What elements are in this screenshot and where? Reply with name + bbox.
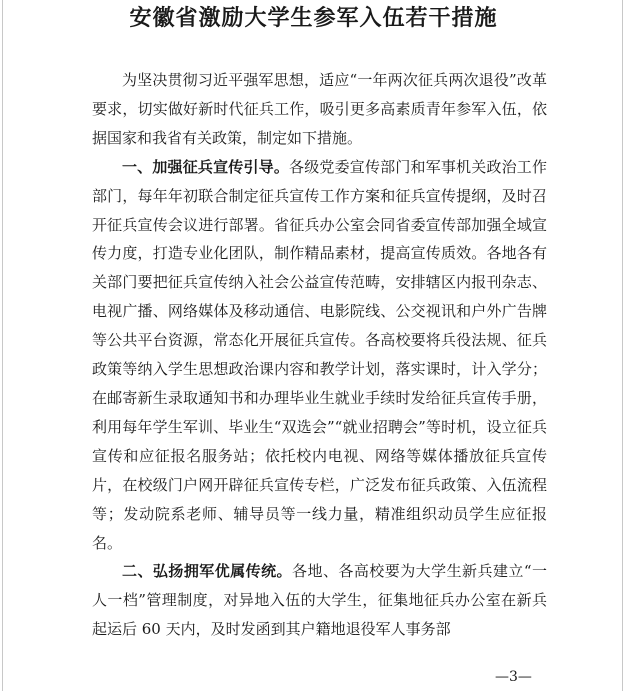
document-body xyxy=(92,66,547,644)
page-edge-left xyxy=(2,0,3,691)
paragraph-text: 各级党委宣传部门和军事机关政治工作部门，每年年初联合制定征兵宣传工作方案和征兵宣传提纲，及时召开征兵宣传会议进行部署。省征兵办公室会同省委宣传部加强全域宣传力度，打造专业化团队，制作精品素材，提高宣传质效。各地各有关部门要把征兵宣传纳入社会公益宣传范畴，安排辖区内报刊杂志、电视广播、网络媒体及移动通信、电影院线、公交视讯和户外广告牌等公共平台资源，常态化开展征兵宣传。各高校要将兵役法规、征兵政策等纳入学生思想政治课内容和教学计划，落实课时，计入学分；在邮寄新生录取通知书和办理毕业生就业手续时发给征兵宣传手册，利用每年学生军训、毕业生“双选会”“就业招聘会”等时机，设立征兵宣传和应征报名服务站；依托校内电视、网络等媒体播放征兵宣传片，在校级门户网开辟征兵宣传专栏，广泛发布征兵政策、入伍流程等；发动院系老师、辅导员等一线力量，精准组织动员学生应征报名。 xyxy=(92,157,547,552)
section-heading: 二、弘扬拥军优属传统。 xyxy=(122,562,293,581)
paragraph-section-2 xyxy=(92,557,547,644)
page-number: —3— xyxy=(495,669,532,685)
paragraph-text: 为坚决贯彻习近平强军思想，适应“一年两次征兵两次退役”改革要求，切实做好新时代征兵工作，吸引更多高素质青年参军入伍，依据国家和我省有关政策，制定如下措施。 xyxy=(92,71,547,147)
paragraph-intro xyxy=(92,66,547,153)
document-title: 安徽省激励大学生参军入伍若干措施 xyxy=(129,5,498,31)
paragraph-section-1 xyxy=(92,153,547,558)
page-edge-right xyxy=(622,0,623,691)
paragraph-text: 各地、各高校要为大学生新兵建立“一人一档”管理制度，对异地入伍的大学生，征集地征兵办公室在新兵起运后 60 天内，及时发函到其户籍地退役军人事务部 xyxy=(92,562,547,639)
section-heading: 一、加强征兵宣传引导。 xyxy=(122,157,290,176)
